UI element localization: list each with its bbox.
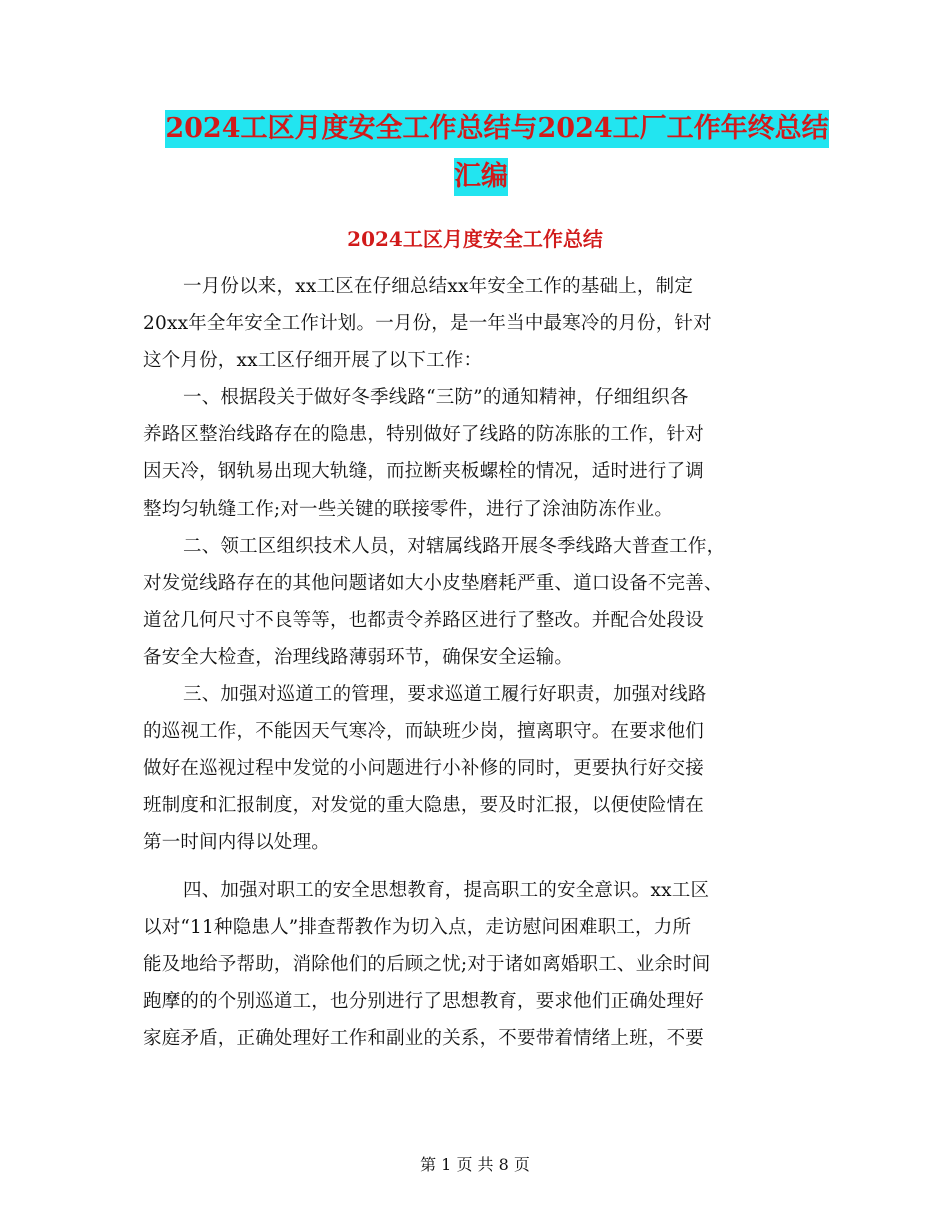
- body-line: 能及地给予帮助，消除他们的后顾之忧;对于诸如离婚职工、业余时间: [143, 953, 711, 975]
- body-line: 20xx年全年安全工作计划。一月份，是一年当中最寒冷的月份，针对: [143, 313, 712, 335]
- body-line: 一月份以来，xx工区在仔细总结xx年安全工作的基础上，制定: [183, 276, 694, 297]
- body-line: 这个月份，xx工区仔细开展了以下工作：: [143, 350, 483, 372]
- body-line: 以对“11种隐患人”排查帮教作为切入点，走访慰问困难职工，力所: [143, 916, 692, 938]
- body-line: 一、根据段关于做好冬季线路“三防”的通知精神，仔细组织各: [183, 387, 689, 409]
- section-heading: 2024工区月度安全工作总结: [347, 227, 603, 251]
- body-line: 养路区整治线路存在的隐患，特别做好了线路的防冻胀的工作，针对: [143, 424, 705, 446]
- body-line: 四、加强对职工的安全思想教育，提高职工的安全意识。xx工区: [183, 879, 710, 901]
- title-line-2: 汇编: [454, 158, 508, 196]
- body-line: 三、加强对巡道工的管理，要求巡道工履行好职责，加强对线路: [183, 684, 707, 706]
- body-line: 道岔几何尺寸不良等等，也都责令养路区进行了整改。并配合处段设: [143, 609, 705, 631]
- body-line: 对发觉线路存在的其他问题诸如大小皮垫磨耗严重、道口设备不完善、: [143, 572, 723, 594]
- page-footer: 第 1 页 共 8 页: [420, 1155, 530, 1174]
- body-line: 备安全大检查，治理线路薄弱环节，确保安全运输。: [143, 646, 574, 668]
- body-line: 班制度和汇报制度，对发觉的重大隐患，要及时汇报，以便使险情在: [143, 795, 705, 817]
- title-line-1: 2024工区月度安全工作总结与2024工厂工作年终总结: [165, 110, 828, 148]
- body-line: 因天冷，钢轨易出现大轨缝，而拉断夹板螺栓的情况，适时进行了调: [143, 461, 705, 483]
- body-line: 第一时间内得以处理。: [143, 832, 331, 854]
- body-line: 跑摩的的个别巡道工，也分别进行了思想教育，要求他们正确处理好: [143, 990, 705, 1012]
- body-line: 家庭矛盾，正确处理好工作和副业的关系，不要带着情绪上班，不要: [143, 1027, 705, 1049]
- body-line: 二、领工区组织技术人员，对辖属线路开展冬季线路大普查工作，: [183, 535, 726, 557]
- body-line: 做好在巡视过程中发觉的小问题进行小补修的同时，更要执行好交接: [143, 758, 705, 780]
- document-title: [0, 110, 950, 196]
- body-text: [143, 268, 808, 1057]
- body-line: 整均匀轨缝工作;对一些关键的联接零件，进行了涂油防冻作业。: [143, 498, 674, 520]
- body-line: 的巡视工作，不能因天气寒冷，而缺班少岗，擅离职守。在要求他们: [143, 721, 705, 743]
